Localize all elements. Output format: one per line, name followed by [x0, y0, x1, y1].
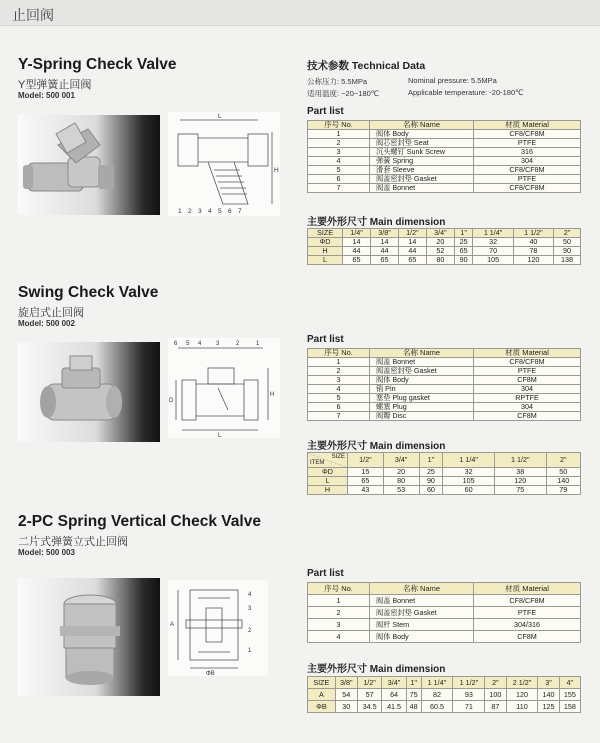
- table-cell: 5: [308, 394, 370, 403]
- table-row: [308, 238, 581, 247]
- swing-valve-image: [18, 342, 160, 442]
- table-cell: ΦD: [308, 238, 343, 247]
- table-row: [308, 468, 581, 477]
- main-dimension-title: 主要外形尺寸 Main dimension: [307, 217, 446, 228]
- table-cell: 15: [348, 468, 384, 477]
- table-cell: 1 1/4": [443, 453, 495, 468]
- table-cell: 阀杆 Stem: [370, 619, 474, 631]
- dimension-table: [307, 452, 581, 495]
- dimension-table: [307, 228, 581, 265]
- table-cell: CF8/CF8M: [474, 166, 581, 175]
- table-cell: 60: [443, 486, 495, 495]
- col-no: 序号 No.: [308, 121, 370, 130]
- table-cell: A: [308, 689, 336, 701]
- product-title: Y-Spring Check Valve: [18, 56, 177, 73]
- table-cell: 105: [443, 477, 495, 486]
- table-row: [308, 607, 581, 619]
- product-photo-vertical-valve: [18, 578, 160, 696]
- product-subtitle: 旋启式止回阀: [18, 307, 84, 319]
- size-item-cell: SIZE ITEM: [308, 453, 348, 468]
- table-cell: CF8/CF8M: [474, 184, 581, 193]
- table-cell: PTFE: [474, 607, 581, 619]
- table-cell: 304: [474, 403, 581, 412]
- table-row: [308, 256, 581, 265]
- table-cell: 60.5: [421, 701, 453, 713]
- table-cell: 3/8": [371, 229, 399, 238]
- drawing-label-D: D: [169, 398, 174, 404]
- table-cell: 53: [383, 486, 419, 495]
- tech-data-title: 技术参数 Technical Data: [307, 60, 426, 72]
- technical-drawing-y-valve: [168, 112, 280, 216]
- drawing-label: 2: [236, 341, 240, 347]
- table-cell: 158: [559, 701, 580, 713]
- table-cell: 57: [357, 689, 381, 701]
- table-cell: 105: [473, 256, 513, 265]
- table-cell: 1 1/4": [473, 229, 513, 238]
- drawing-label: 6: [174, 341, 178, 347]
- table-cell: PTFE: [474, 367, 581, 376]
- drawing-label-H: H: [274, 167, 279, 174]
- table-cell: 32: [443, 468, 495, 477]
- table-cell: 50: [554, 238, 581, 247]
- product-title: Swing Check Valve: [18, 284, 159, 301]
- table-cell: 5: [308, 166, 370, 175]
- table-cell: 304/316: [474, 619, 581, 631]
- table-cell: 3/4": [382, 677, 406, 689]
- table-cell: 14: [371, 238, 399, 247]
- table-cell: 78: [513, 247, 553, 256]
- table-cell: 138: [554, 256, 581, 265]
- table-cell: 2: [308, 139, 370, 148]
- table-cell: 弹簧 Spring: [370, 157, 474, 166]
- table-cell: 44: [343, 247, 371, 256]
- table-row: [308, 595, 581, 607]
- table-cell: 1": [406, 677, 421, 689]
- drawing-label-L: L: [218, 113, 222, 120]
- table-cell: CF8/CF8M: [474, 595, 581, 607]
- col-material: 材质 Material: [474, 121, 581, 130]
- y-valve-drawing: [168, 112, 280, 216]
- table-cell: L: [308, 477, 348, 486]
- table-cell: 阀盖密封垫 Gasket: [370, 367, 474, 376]
- table-cell: 75: [494, 486, 546, 495]
- table-cell: 14: [398, 238, 426, 247]
- table-cell: 140: [538, 689, 559, 701]
- table-cell: 100: [485, 689, 506, 701]
- table-cell: H: [308, 247, 343, 256]
- table-cell: RPTFE: [474, 394, 581, 403]
- table-cell: 3: [308, 376, 370, 385]
- table-cell: CF8/CF8M: [474, 358, 581, 367]
- product-model: Model: 500 001: [18, 91, 75, 100]
- table-cell: 34.5: [357, 701, 381, 713]
- table-row: [308, 403, 581, 412]
- table-cell: 70: [473, 247, 513, 256]
- product-title: 2-PC Spring Vertical Check Valve: [18, 513, 261, 530]
- table-row: [308, 247, 581, 256]
- table-cell: CF8M: [474, 412, 581, 421]
- table-cell: 120: [494, 477, 546, 486]
- table-cell: 48: [406, 701, 421, 713]
- table-cell: 1": [454, 229, 473, 238]
- table-cell: 3: [308, 148, 370, 157]
- tech-temperature-en: Applicable temperature: -20-180℃: [408, 88, 524, 97]
- table-cell: 316: [474, 148, 581, 157]
- table-cell: 3/4": [426, 229, 454, 238]
- col-material: 材质 Material: [474, 349, 581, 358]
- col-name: 名称 Name: [370, 349, 474, 358]
- table-cell: 25: [419, 468, 443, 477]
- table-cell: H: [308, 486, 348, 495]
- table-row: [308, 477, 581, 486]
- table-cell: 1: [308, 130, 370, 139]
- table-cell: 38: [494, 468, 546, 477]
- part-list-table: [307, 348, 581, 421]
- table-cell: 螺塞 Plug: [370, 403, 474, 412]
- table-cell: 4: [308, 385, 370, 394]
- table-cell: 65: [371, 256, 399, 265]
- table-row: [308, 367, 581, 376]
- table-cell: 3/8": [335, 677, 357, 689]
- tech-temperature-cn: 适用温度: −20~180℃: [307, 89, 380, 98]
- table-cell: 3": [538, 677, 559, 689]
- drawing-label: 4: [248, 592, 252, 598]
- part-list-title: Part list: [307, 106, 344, 117]
- table-cell: 1 1/2": [494, 453, 546, 468]
- table-cell: 120: [506, 689, 538, 701]
- table-cell: SIZE: [308, 677, 336, 689]
- part-list-table: [307, 582, 581, 643]
- table-cell: 25: [454, 238, 473, 247]
- product-subtitle: 二片式弹簧立式止回阀: [18, 536, 128, 548]
- table-cell: 65: [454, 247, 473, 256]
- table-cell: 2: [308, 367, 370, 376]
- table-row: [308, 184, 581, 193]
- drawing-label: 2: [248, 628, 252, 634]
- table-cell: 90: [554, 247, 581, 256]
- table-row: [308, 376, 581, 385]
- col-no: 序号 No.: [308, 349, 370, 358]
- table-cell: 60: [419, 486, 443, 495]
- vertical-valve-drawing: [168, 580, 268, 676]
- table-cell: 44: [371, 247, 399, 256]
- table-cell: 1/2": [357, 677, 381, 689]
- part-list-table: [307, 120, 581, 193]
- table-cell: 1 1/2": [513, 229, 553, 238]
- table-cell: 80: [426, 256, 454, 265]
- product-subtitle: Y型弹簧止回阀: [18, 79, 92, 91]
- table-cell: CF8M: [474, 376, 581, 385]
- table-cell: 304: [474, 157, 581, 166]
- table-row: [308, 689, 581, 701]
- table-cell: L: [308, 256, 343, 265]
- part-list-title: Part list: [307, 568, 344, 579]
- col-no: 序号 No.: [308, 583, 370, 595]
- vertical-valve-image: [18, 578, 160, 696]
- table-cell: 41.5: [382, 701, 406, 713]
- table-cell: ΦD: [308, 468, 348, 477]
- table-row: [308, 148, 581, 157]
- table-cell: 阀体 Body: [370, 130, 474, 139]
- drawing-label: 1: [256, 341, 260, 347]
- table-cell: 30: [335, 701, 357, 713]
- table-row: [308, 631, 581, 643]
- table-cell: 4: [308, 157, 370, 166]
- drawing-label: 6: [228, 208, 232, 215]
- table-cell: 125: [538, 701, 559, 713]
- table-cell: 1 1/4": [421, 677, 453, 689]
- table-cell: 阀盖密封垫 Gasket: [370, 607, 474, 619]
- table-row: [308, 486, 581, 495]
- table-cell: 沉头螺钉 Sunk Screw: [370, 148, 474, 157]
- table-cell: 1/2": [398, 229, 426, 238]
- table-cell: 20: [426, 238, 454, 247]
- table-cell: 6: [308, 403, 370, 412]
- table-cell: 64: [382, 689, 406, 701]
- table-cell: 阀盖 Bonnet: [370, 595, 474, 607]
- table-cell: 20: [383, 468, 419, 477]
- col-name: 名称 Name: [370, 121, 474, 130]
- table-cell: 4: [308, 631, 370, 643]
- table-cell: 87: [485, 701, 506, 713]
- drawing-label: 5: [186, 341, 190, 347]
- table-cell: 80: [383, 477, 419, 486]
- page-header: [0, 0, 600, 26]
- table-cell: 75: [406, 689, 421, 701]
- table-cell: 120: [513, 256, 553, 265]
- table-cell: 52: [426, 247, 454, 256]
- main-dimension-title: 主要外形尺寸 Main dimension: [307, 664, 446, 675]
- product-photo-y-valve: [18, 115, 160, 215]
- table-cell: PTFE: [474, 139, 581, 148]
- table-cell: 40: [513, 238, 553, 247]
- drawing-label: 3: [198, 208, 202, 215]
- technical-drawing-vertical-valve: [168, 580, 268, 676]
- table-cell: 2: [308, 607, 370, 619]
- drawing-label: 4: [208, 208, 212, 215]
- table-cell: 滑套 Sleeve: [370, 166, 474, 175]
- table-cell: 6: [308, 175, 370, 184]
- drawing-label: 5: [218, 208, 222, 215]
- table-cell: CF8/CF8M: [474, 130, 581, 139]
- dimension-table: [307, 676, 581, 713]
- table-cell: 阀盖 Bonnet: [370, 184, 474, 193]
- table-cell: 阀瓣 Disc: [370, 412, 474, 421]
- table-cell: 65: [398, 256, 426, 265]
- table-row: [308, 385, 581, 394]
- drawing-label-L: L: [218, 433, 222, 438]
- drawing-label: 3: [216, 341, 220, 347]
- tech-pressure-en: Nominal pressure: 5.5MPa: [408, 76, 497, 85]
- table-cell: 110: [506, 701, 538, 713]
- product-model: Model: 500 003: [18, 548, 75, 557]
- table-cell: 1 1/2": [453, 677, 485, 689]
- table-cell: 14: [343, 238, 371, 247]
- table-cell: 2": [485, 677, 506, 689]
- table-cell: 1/4": [343, 229, 371, 238]
- table-cell: 90: [454, 256, 473, 265]
- table-cell: 90: [419, 477, 443, 486]
- table-cell: 1: [308, 595, 370, 607]
- col-name: 名称 Name: [370, 583, 474, 595]
- table-cell: 阀芯密封垫 Seat: [370, 139, 474, 148]
- table-cell: 3/4": [383, 453, 419, 468]
- table-cell: 65: [343, 256, 371, 265]
- table-cell: SIZE: [308, 229, 343, 238]
- table-cell: PTFE: [474, 175, 581, 184]
- table-cell: 50: [546, 468, 580, 477]
- table-cell: 140: [546, 477, 580, 486]
- tech-pressure-cn: 公称压力: 5.5MPa: [307, 77, 368, 86]
- table-cell: 1/2": [348, 453, 384, 468]
- table-row: [308, 701, 581, 713]
- drawing-label-A: A: [170, 622, 175, 628]
- table-cell: 155: [559, 689, 580, 701]
- table-cell: 44: [398, 247, 426, 256]
- table-row: [308, 130, 581, 139]
- table-cell: 7: [308, 412, 370, 421]
- table-cell: 71: [453, 701, 485, 713]
- table-cell: 阀体 Body: [370, 631, 474, 643]
- part-list-title: Part list: [307, 334, 344, 345]
- table-cell: 82: [421, 689, 453, 701]
- drawing-label: 2: [188, 208, 192, 215]
- drawing-label-B: ΦB: [206, 671, 215, 676]
- table-cell: 304: [474, 385, 581, 394]
- table-cell: 93: [453, 689, 485, 701]
- page-header-title: 止回阀: [12, 7, 54, 23]
- table-cell: 7: [308, 184, 370, 193]
- table-row: [308, 394, 581, 403]
- table-cell: 54: [335, 689, 357, 701]
- table-cell: 2": [554, 229, 581, 238]
- table-cell: 销 Pin: [370, 385, 474, 394]
- product-photo-swing-valve: [18, 342, 160, 442]
- table-cell: 阀盖 Bonnet: [370, 358, 474, 367]
- technical-drawing-swing-valve: [168, 338, 280, 438]
- table-row: [308, 412, 581, 421]
- drawing-label: 1: [248, 648, 252, 654]
- table-cell: 32: [473, 238, 513, 247]
- drawing-label: 4: [198, 341, 202, 347]
- main-dimension-title: 主要外形尺寸 Main dimension: [307, 441, 446, 452]
- col-material: 材质 Material: [474, 583, 581, 595]
- table-row: [308, 358, 581, 367]
- table-cell: 阀体 Body: [370, 376, 474, 385]
- y-valve-image: [18, 115, 160, 215]
- table-cell: 3: [308, 619, 370, 631]
- table-cell: 2 1/2": [506, 677, 538, 689]
- table-cell: CF8M: [474, 631, 581, 643]
- table-cell: 1: [308, 358, 370, 367]
- table-cell: 阀盖密封垫 Gasket: [370, 175, 474, 184]
- table-row: [308, 166, 581, 175]
- table-cell: 塞垫 Plug gasket: [370, 394, 474, 403]
- table-cell: 43: [348, 486, 384, 495]
- table-cell: 1": [419, 453, 443, 468]
- drawing-label: 7: [238, 208, 242, 215]
- drawing-label-H: H: [270, 392, 275, 398]
- drawing-label: 3: [248, 606, 252, 612]
- swing-valve-drawing: [168, 338, 280, 438]
- table-row: [308, 619, 581, 631]
- table-cell: 79: [546, 486, 580, 495]
- drawing-label: 1: [178, 208, 182, 215]
- table-cell: 4": [559, 677, 580, 689]
- table-cell: 2": [546, 453, 580, 468]
- product-model: Model: 500 002: [18, 319, 75, 328]
- table-cell: ΦB: [308, 701, 336, 713]
- table-cell: 65: [348, 477, 384, 486]
